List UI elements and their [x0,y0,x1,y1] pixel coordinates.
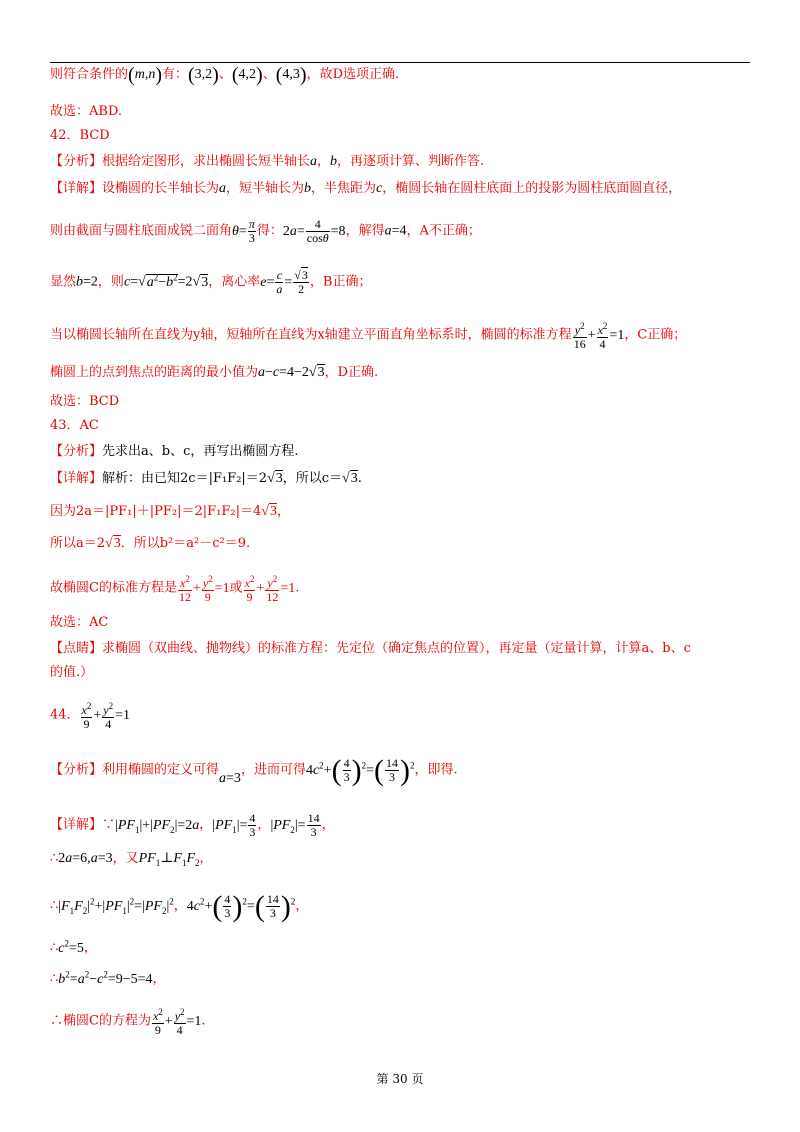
detail-42-line5: 椭圆上的点到焦点的距离的最小值为a−c=4−2√3，D正确. [50,365,379,380]
answer-ac: 故选：AC [50,615,109,630]
analysis-44: 【分析】利用椭圆的定义可得a=3，进而可得$4c^2+$( $\frac{4}{3}$ )$^2$=( $\frac{14}{3}$ )$^2$，即得. [50,753,458,787]
detail-42-line3: 显然b=2，则$c=√a^2-b^2=2√3$，离心率e= $\frac{c}{a}$ = $\frac{√3}{2}$ ，B正确； [50,267,372,296]
answer-abd: 故选：ABD. [50,104,123,119]
question-44-heading: 44． $\frac{x^2}{9}$ + $\frac{y^2}{4}$ =1 [50,701,131,731]
detail-44-line5: $\therefore b^2=a^2-c^2=9-5=4$， [50,969,166,987]
comment-43-line2: 的值.） [50,665,94,680]
detail-44-line6: ∴椭圆C的方程为 $\frac{x^2}{9}$ + $\frac{y^2}{4}$ =1. [50,1007,206,1037]
detail-44-line2: ∴2a=6,a=3，又$PF_1\perp F_1F_2$， [50,851,213,868]
analysis-42: 【分析】根据给定图形，求出椭圆长短半轴长a，b，再逐项计算、判断作答. [50,154,485,169]
comment-43-line1: 【点睛】求椭圆（双曲线、抛物线）的标准方程：先定位（确定焦点的位置），再定量（定量计算，计算a、b、c [50,641,691,656]
detail-42-line2: 则由截面与圆柱底面成锐二面角θ= $\frac{\pi}{3}$ 得：2a= $\frac{4}{\cos\theta}$ =8，解得a=4，A不正确； [50,217,481,245]
analysis-43: 【分析】先求出a、b、c，再写出椭圆方程. [50,444,299,459]
detail-44-line1: 【详解】$\because|PF_1|+|PF_2|=2a$，$|PF_1|=$ $\frac{4}{3}$ ，$|PF_2|=$ $\frac{14}{3}$ ， [50,811,335,839]
header-rule [50,62,750,63]
detail-42-line4: 当以椭圆长轴所在直线为y轴，短轴所在直线为x轴建立平面直角坐标系时，椭圆的标准方程 $\frac{y^2}{16}$ + $\frac{x^2}{4}$ =1，C正确； [50,321,687,351]
question-42-heading: 42．BCD [50,128,110,143]
answer-bcd: 故选：BCD [50,394,120,409]
detail-43-line4: 故椭圆C的标准方程是 $\frac{x^2}{12}$ + $\frac{y^2}{9}$ =1或 $\frac{x^2}{9}$ + $\frac{y^2}{12}$ =1. [50,574,300,604]
question-43-heading: 43．AC [50,418,99,433]
page-number: 第 30 页 [376,1072,424,1086]
detail-43-line2: 因为2a＝|PF₁|＋|PF₂|＝2|F₁F₂|＝4√3， [50,504,290,519]
line-mn-conditions: 则符合条件的(m,n)有：(3,2)、(4,2)、(4,3)，故D选项正确. [50,64,400,86]
detail-42-line1: 【详解】设椭圆的长半轴长为a，短半轴长为b，半焦距为c，椭圆长轴在圆柱底面上的投影为圆柱底面圆直径， [50,181,682,196]
detail-44-line3: $\therefore|F_1F_2|^2+|PF_1|^2=|PF_2|^2$，$4c^2+$( $\frac{4}{3}$ )$^2$=( $\frac{14}{3}$ )$^2$， [50,889,309,923]
detail-44-line4: $\therefore c^2=5$， [50,938,97,956]
detail-43-line3: 所以a＝2√3．所以b²＝a²－c²＝9. [50,536,251,551]
detail-43-line1: 【详解】解析：由已知2c＝|F₁F₂|＝2√3，所以c＝√3. [50,471,362,486]
